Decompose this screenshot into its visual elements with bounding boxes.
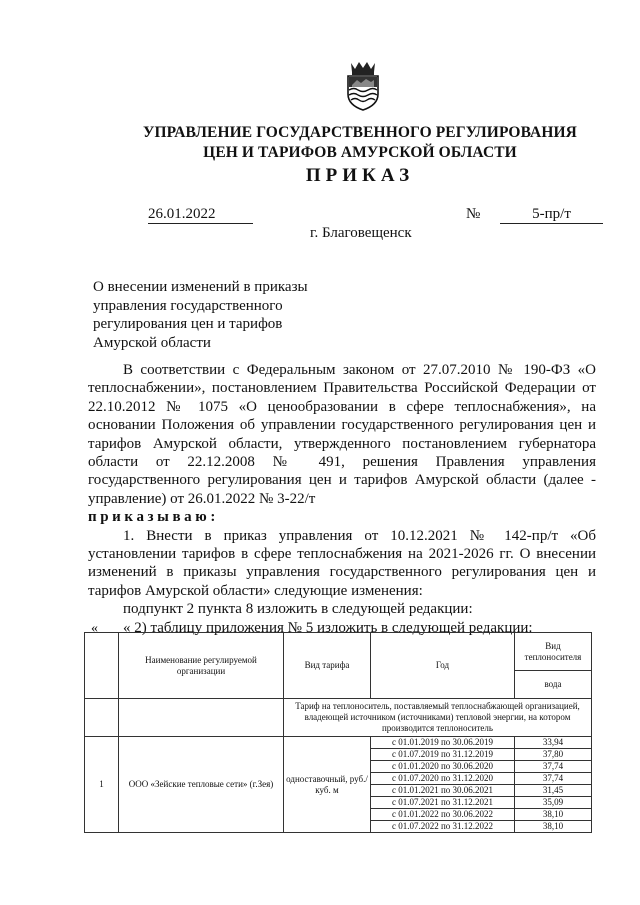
subitem: подпункт 2 пункта 8 изложить в следующей редакции: — [123, 601, 473, 618]
header-water: вода — [515, 671, 592, 699]
period-range: с 01.07.2020 по 31.12.2020 — [371, 773, 515, 785]
header-org: Наименование регулируемой организации — [119, 633, 284, 699]
header-type: Вид тарифа — [284, 633, 371, 699]
order-number: 5-пр/т — [500, 206, 603, 224]
period-value: 35,09 — [515, 797, 592, 809]
period-range: с 01.01.2020 по 30.06.2020 — [371, 761, 515, 773]
header-year: Год — [371, 633, 515, 699]
organization-title: УПРАВЛЕНИЕ ГОСУДАРСТВЕННОГО РЕГУЛИРОВАНИЯ ЦЕН И ТАРИФОВ АМУРСКОЙ ОБЛАСТИ — [143, 124, 577, 161]
period-value: 37,80 — [515, 749, 592, 761]
coat-of-arms-icon — [343, 60, 383, 112]
period-range: с 01.01.2022 по 30.06.2022 — [371, 809, 515, 821]
tariff-table — [84, 632, 592, 833]
row-num: 1 — [85, 737, 119, 833]
org-name: ООО «Зейские тепловые сети» (г.Зея) — [119, 737, 284, 833]
document-type: ПРИКАЗ — [305, 165, 415, 186]
period-value: 33,94 — [515, 737, 592, 749]
period-value: 37,74 — [515, 761, 592, 773]
period-value: 38,10 — [515, 809, 592, 821]
period-range: с 01.07.2021 по 31.12.2021 — [371, 797, 515, 809]
subitem-2: « 2) таблицу приложения № 5 изложить в следующей редакции: — [123, 619, 533, 636]
city: г. Благовещенск — [310, 225, 412, 241]
tariff-type: одноставочный, руб./куб. м — [284, 737, 371, 833]
period-value: 31,45 — [515, 785, 592, 797]
period-value: 38,10 — [515, 821, 592, 833]
header-num — [85, 633, 119, 699]
order-subject: О внесении изменений в приказы управления государственного регулирования цен и тарифов Амурской области — [93, 279, 308, 351]
period-range: с 01.01.2021 по 30.06.2021 — [371, 785, 515, 797]
order-body — [88, 361, 596, 637]
number-sign: № — [466, 206, 481, 222]
period-range: с 01.01.2019 по 30.06.2019 — [371, 737, 515, 749]
section-num — [85, 699, 119, 737]
period-range: с 01.07.2019 по 31.12.2019 — [371, 749, 515, 761]
order-word: приказываю: — [88, 509, 219, 526]
section-title: Тариф на теплоноситель, поставляемый теплоснабжающей организацией, владеющей источником (источниками) тепловой энергии, на котором производится теплоноситель — [284, 699, 592, 737]
item-1: 1. Внести в приказ управления от 10.12.2021 № 142-пр/т «Об установлении тарифов в сфере теплоснабжения на 2021-2026 гг. О внесении изменений в приказы управления государственного регулирования цен и тарифов Амурской области» следующие изменения: — [88, 527, 596, 599]
preamble: В соответствии с Федеральным законом от 27.07.2010 № 190-ФЗ «О теплоснабжении», постановлением Правительства Российской Федерации от 22.10.2012 № 1075 «О ценообразовании в сфере теплоснабжения», на основании Положения об управлении государственного регулирования цен и тарифов Амурской области, утвержденного постановлением губернатора области от 22.12.2008 № 491, решения Правления управления государственного регулирования цен и тарифов Амурской области (далее - управление) от 26.01.2022 № 3-22/т — [88, 362, 596, 507]
open-quote: « — [91, 621, 98, 636]
period-range: с 01.07.2022 по 31.12.2022 — [371, 821, 515, 833]
header-carrier: Вид теплоносителя — [515, 633, 592, 671]
order-date: 26.01.2022 — [148, 206, 253, 224]
period-value: 37,74 — [515, 773, 592, 785]
section-org — [119, 699, 284, 737]
